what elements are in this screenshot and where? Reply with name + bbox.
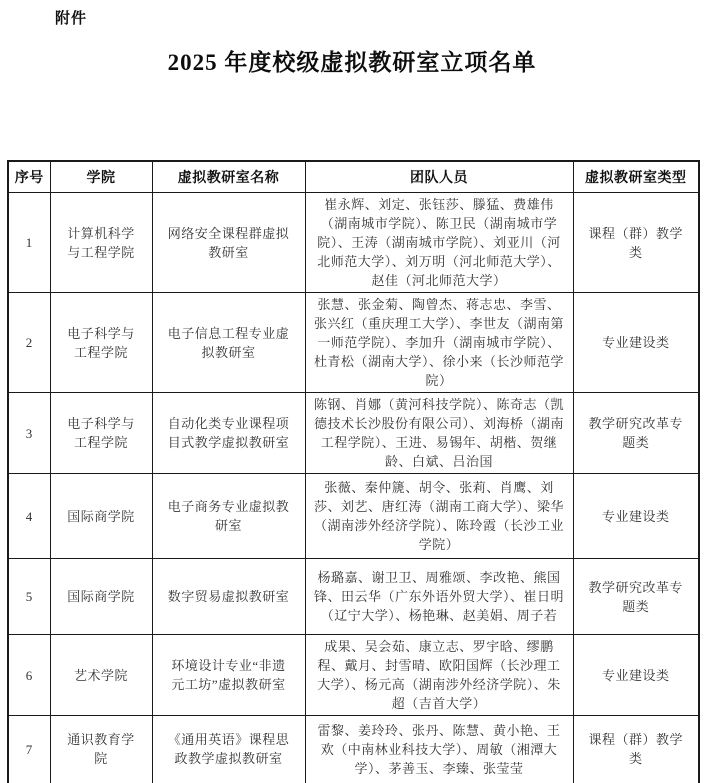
cell-college: 艺术学院 bbox=[50, 635, 152, 716]
cell-team: 张慧、张金菊、陶曾杰、蒋志忠、李雪、张兴红（重庆理工大学）、李世友（湖南第一师范学院）、李加升（湖南城市学院）、杜青松（湖南大学）、徐小来（长沙师范学院） bbox=[305, 293, 573, 393]
header-office-name: 虚拟教研室名称 bbox=[152, 161, 305, 193]
table-row bbox=[8, 559, 699, 635]
cell-college: 通识教育学院 bbox=[50, 716, 152, 783]
cell-no: 6 bbox=[8, 635, 50, 716]
cell-type: 课程（群）教学类 bbox=[573, 193, 699, 293]
cell-college: 电子科学与工程学院 bbox=[50, 293, 152, 393]
cell-type: 教学研究改革专题类 bbox=[573, 393, 699, 474]
cell-no: 5 bbox=[8, 559, 50, 635]
cell-team: 崔永辉、刘定、张钰莎、滕猛、费雄伟（湖南城市学院）、陈卫民（湖南城市学院）、王涛（湖南城市学院）、刘亚川（河北师范大学）、刘万明（河北师范大学）、赵佳（河北师范大学） bbox=[305, 193, 573, 293]
cell-team: 杨璐嘉、谢卫卫、周雅颂、李改艳、熊国锋、田云华（广东外语外贸大学）、崔日明（辽宁大学）、杨艳琳、赵美娟、周子若 bbox=[305, 559, 573, 635]
cell-no: 7 bbox=[8, 716, 50, 783]
project-roster-table bbox=[7, 160, 700, 783]
cell-office-name: 数字贸易虚拟教研室 bbox=[152, 559, 305, 635]
cell-office-name: 电子商务专业虚拟教研室 bbox=[152, 474, 305, 559]
header-college: 学院 bbox=[50, 161, 152, 193]
cell-no: 2 bbox=[8, 293, 50, 393]
cell-college: 电子科学与工程学院 bbox=[50, 393, 152, 474]
cell-no: 3 bbox=[8, 393, 50, 474]
cell-team: 成果、吴会茹、康立志、罗宇晗、缪鹏程、戴月、封雪晴、欧阳国辉（长沙理工大学）、杨元高（湖南涉外经济学院）、朱超（吉首大学） bbox=[305, 635, 573, 716]
cell-no: 1 bbox=[8, 193, 50, 293]
table-row bbox=[8, 393, 699, 474]
cell-college: 计算机科学与工程学院 bbox=[50, 193, 152, 293]
cell-type: 专业建设类 bbox=[573, 635, 699, 716]
cell-type: 教学研究改革专题类 bbox=[573, 559, 699, 635]
cell-type: 课程（群）教学类 bbox=[573, 716, 699, 783]
table-row bbox=[8, 635, 699, 716]
cell-college: 国际商学院 bbox=[50, 559, 152, 635]
table-row bbox=[8, 293, 699, 393]
header-type: 虚拟教研室类型 bbox=[573, 161, 699, 193]
cell-team: 雷黎、姜玲玲、张丹、陈慧、黄小艳、王欢（中南林业科技大学）、周敏（湘潭大学）、茅善玉、李臻、张莹莹 bbox=[305, 716, 573, 783]
attachment-label: 附件 bbox=[55, 11, 88, 27]
header-team: 团队人员 bbox=[305, 161, 573, 193]
cell-office-name: 《通用英语》课程思政教学虚拟教研室 bbox=[152, 716, 305, 783]
cell-college: 国际商学院 bbox=[50, 474, 152, 559]
cell-team: 陈钢、肖娜（黄河科技学院）、陈奇志（凯德技术长沙股份有限公司）、刘海桥（湖南工程学院）、王进、易锡年、胡楷、贺继龄、白斌、吕治国 bbox=[305, 393, 573, 474]
page-title: 2025 年度校级虚拟教研室立项名单 bbox=[167, 50, 537, 75]
cell-office-name: 环境设计专业“非遗元工坊”虚拟教研室 bbox=[152, 635, 305, 716]
cell-type: 专业建设类 bbox=[573, 293, 699, 393]
table-row bbox=[8, 716, 699, 783]
table-header-row bbox=[8, 161, 699, 193]
cell-team: 张薇、秦仲篪、胡令、张莉、肖鹰、刘莎、刘艺、唐红涛（湖南工商大学）、梁华（湖南涉外经济学院）、陈玲霞（长沙工业学院） bbox=[305, 474, 573, 559]
cell-office-name: 自动化类专业课程项目式教学虚拟教研室 bbox=[152, 393, 305, 474]
table-row bbox=[8, 193, 699, 293]
table-row bbox=[8, 474, 699, 559]
cell-office-name: 电子信息工程专业虚拟教研室 bbox=[152, 293, 305, 393]
cell-office-name: 网络安全课程群虚拟教研室 bbox=[152, 193, 305, 293]
cell-no: 4 bbox=[8, 474, 50, 559]
cell-type: 专业建设类 bbox=[573, 474, 699, 559]
header-no: 序号 bbox=[8, 161, 50, 193]
